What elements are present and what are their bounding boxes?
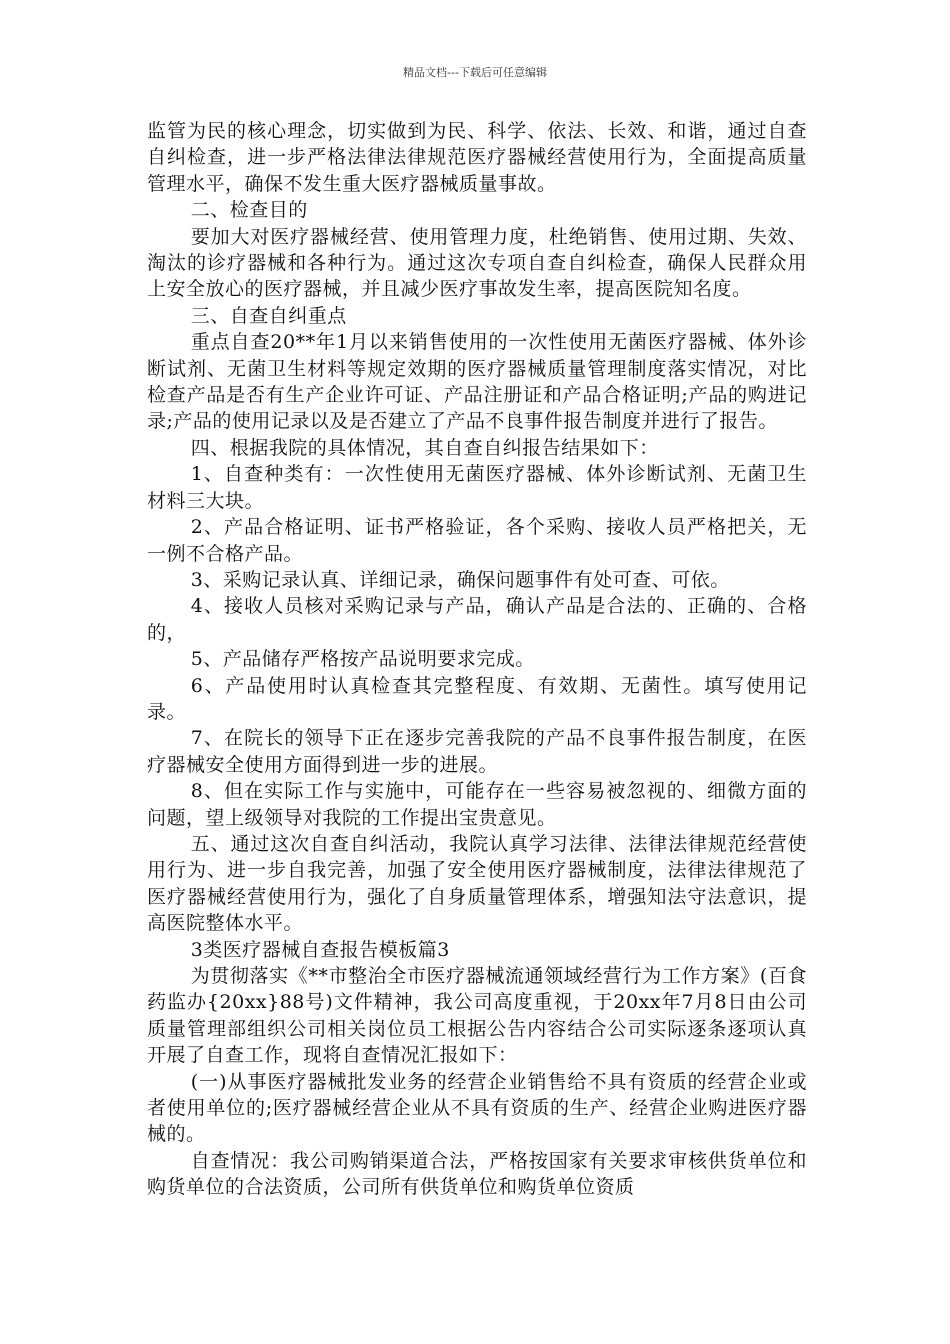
- list-item: 8、但在实际工作与实施中，可能存在一些容易被忽视的、细微方面的问题，望上级领导对我院的工作提出宝贵意见。: [147, 780, 807, 829]
- list-item: 7、在院长的领导下正在逐步完善我院的产品不良事件报告制度，在医疗器械安全使用方面得到进一步的进展。: [147, 727, 807, 776]
- paragraph: 要加大对医疗器械经营、使用管理力度，杜绝销售、使用过期、失效、淘汰的诊疗器械和各种行为。通过这次专项自查自纠检查，确保人民群众用上安全放心的医疗器械，并且减少医疗事故发生率，提高医院知名度。: [147, 225, 807, 301]
- section-title: 3类医疗器械自查报告模板篇3: [190, 938, 450, 961]
- paragraph: 五、通过这次自查自纠活动，我院认真学习法律、法律法律规范经营使用行为、进一步自我完善，加强了安全使用医疗器械制度，法律法律规范了医疗器械经营使用行为，强化了自身质量管理体系，增强知法守法意识，提高医院整体水平。: [147, 832, 807, 935]
- page-header: 精品文档---下载后可任意编辑: [403, 66, 547, 79]
- list-item: 4、接收人员核对采购记录与产品，确认产品是合法的、正确的、合格的，: [147, 595, 807, 644]
- list-item: 6、产品使用时认真检查其完整程度、有效期、无菌性。填写使用记录。: [147, 674, 807, 723]
- list-item: 2、产品合格证明、证书严格验证，各个采购、接收人员严格把关，无一例不合格产品。: [147, 516, 807, 565]
- paragraph: 监管为民的核心理念，切实做到为民、科学、依法、长效、和谐，通过自查自纠检查，进一步严格法律法律规范医疗器械经营使用行为，全面提高质量管理水平，确保不发生重大医疗器械质量事故。: [147, 120, 807, 195]
- list-item: 1、自查种类有：一次性使用无菌医疗器械、体外诊断试剂、无菌卫生材料三大块。: [147, 463, 807, 512]
- section-heading: 四、根据我院的具体情况，其自查自纠报告结果如下：: [190, 436, 659, 459]
- paragraph: 重点自查20**年1月以来销售使用的一次性使用无菌医疗器械、体外诊断试剂、无菌卫生材料等规定效期的医疗器械质量管理制度落实情况，对比检查产品是否有生产企业许可证、产品注册证和产品合格证明;产品的购进记录;产品的使用记录以及是否建立了产品不良事件报告制度并进行了报告。: [147, 331, 807, 433]
- section-heading: 二、检查目的: [190, 199, 308, 222]
- list-item: 3、采购记录认真、详细记录，确保问题事件有处可查、可依。: [190, 568, 730, 591]
- paragraph: 为贯彻落实《**市整治全市医疗器械流通领域经营行为工作方案》(百食药监办{20xx}88号)文件精神，我公司高度重视，于20xx年7月8日由公司质量管理部组织公司相关岗位员工根据公告内容结合公司实际逐条逐项认真开展了自查工作，现将自查情况汇报如下：: [147, 965, 807, 1067]
- document-body: [147, 118, 807, 1201]
- paragraph: (一)从事医疗器械批发业务的经营企业销售给不具有资质的经营企业或者使用单位的;医疗器械经营企业从不具有资质的生产、经营企业购进医疗器械的。: [147, 1070, 807, 1146]
- list-item: 5、产品储存严格按产品说明要求完成。: [190, 648, 535, 671]
- section-heading: 三、自查自纠重点: [190, 304, 347, 327]
- paragraph: 自查情况：我公司购销渠道合法，严格按国家有关要求审核供货单位和购货单位的合法资质，公司所有供货单位和购货单位资质: [147, 1149, 807, 1199]
